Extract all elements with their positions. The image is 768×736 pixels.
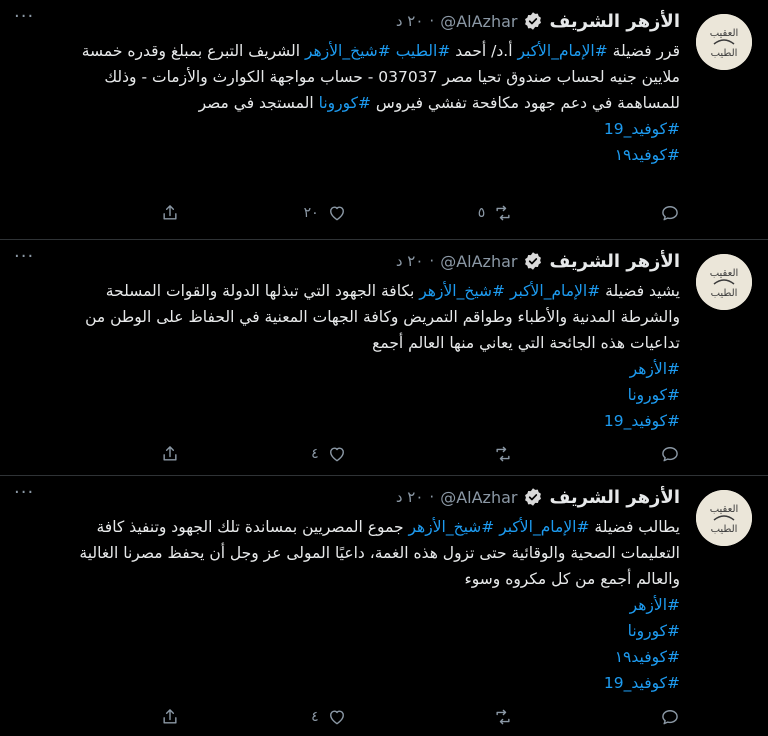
more-options-icon[interactable]: ··· (14, 246, 35, 267)
reply-button[interactable] (620, 444, 680, 464)
author-name[interactable]: الأزهر الشريف (549, 486, 680, 508)
hashtag-link[interactable]: #الإمام_الأكبر (499, 518, 590, 536)
share-button[interactable] (120, 444, 180, 464)
hashtag-link[interactable]: #كورونا (318, 94, 371, 112)
tweet-actions (120, 200, 680, 226)
timestamp[interactable]: ٢٠ د (395, 252, 424, 270)
svg-text:الطيب: الطيب (710, 48, 738, 59)
svg-text:العقيب: العقيب (709, 268, 739, 279)
tweet-header (396, 8, 680, 34)
reply-button[interactable] (620, 203, 680, 223)
share-upload-icon (160, 203, 180, 223)
tweet-text (60, 514, 680, 696)
hashtag-link[interactable]: #الإمام_الأكبر (509, 282, 601, 300)
text-segment: جموع المصريين بمساندة تلك الجهود وتنفيذ كافة التعليمات الصحية والوقائية حتى تزول هذه الغمة، داعيًا المولى عز وجل أن يحفظ مصرنا الغالية والعالم أجمع من كل مكروه وسوء (79, 518, 680, 588)
like-count: ٤ (311, 709, 319, 725)
verified-badge-icon (523, 251, 543, 271)
tweet[interactable] (0, 0, 768, 240)
avatar[interactable] (696, 254, 752, 310)
hashtag-link[interactable]: #الإمام_الأكبر (517, 42, 608, 60)
verified-badge-icon (523, 11, 543, 31)
more-options-icon[interactable]: ··· (14, 6, 35, 27)
heart-icon (327, 444, 347, 464)
separator-dot: · (429, 488, 435, 506)
share-button[interactable] (120, 707, 180, 727)
text-segment: يشيد فضيلة (600, 282, 680, 300)
retweet-button[interactable] (453, 707, 513, 727)
speech-bubble-icon (660, 444, 680, 464)
hashtag-link[interactable]: #شيخ_الأزهر (304, 42, 391, 60)
share-upload-icon (160, 707, 180, 727)
hashtag-link[interactable]: #كورونا (627, 386, 680, 404)
avatar-logo-icon (696, 254, 752, 310)
tweet-text (60, 278, 680, 434)
svg-text:العقيب: العقيب (709, 504, 739, 515)
hashtag-link[interactable]: #شيخ_الأزهر (408, 518, 495, 536)
hashtag-link[interactable]: #الأزهر (629, 596, 680, 614)
author-handle[interactable]: @AlAzhar (440, 11, 518, 31)
verified-badge-icon (523, 487, 543, 507)
text-segment: الشريف التبرع بمبلغ وقدره خمسة ملايين جنيه لحساب صندوق تحيا مصر 037037 - حساب مواجهة الكوارث والأزمات - وذلك للمساهمة في دعم جهود مكافحة تفشي فيروس (81, 42, 680, 112)
text-segment: المستجد في مصر (198, 94, 319, 112)
retweet-arrows-icon (493, 707, 513, 727)
share-button[interactable] (120, 203, 180, 223)
hashtag-link[interactable]: #الأزهر (629, 360, 680, 378)
tweet-actions (120, 441, 680, 467)
hashtag-link[interactable]: #كوفيد_19 (603, 674, 680, 692)
retweet-button[interactable] (453, 203, 513, 223)
timestamp[interactable]: ٢٠ د (395, 488, 424, 506)
hashtag-link[interactable]: #الطيب (395, 42, 451, 60)
retweet-button[interactable] (453, 444, 513, 464)
avatar[interactable] (696, 14, 752, 70)
hashtag-link[interactable]: #كوفيد١٩ (614, 648, 680, 666)
separator-dot: · (429, 252, 435, 270)
author-handle[interactable]: @AlAzhar (440, 487, 518, 507)
speech-bubble-icon (660, 203, 680, 223)
text-segment: بكافة الجهود التي تبذلها الدولة والقوات المسلحة والشرطة المدنية والأطباء وطواقم التمريض وكافة الجهات المعنية في الحفاظ على الوطن من تداعيات هذه الجائحة التي يعاني منها العالم أجمع (85, 282, 680, 352)
svg-text:الطيب: الطيب (710, 288, 738, 299)
tweet-header (396, 248, 680, 274)
hashtag-link[interactable]: #كوفيد_19 (603, 120, 680, 138)
hashtag-link[interactable]: #كوفيد_19 (603, 412, 680, 430)
avatar-logo-icon (696, 14, 752, 70)
tweet-actions (120, 704, 680, 730)
svg-text:الطيب: الطيب (710, 524, 738, 535)
like-button[interactable] (287, 203, 347, 223)
avatar[interactable] (696, 490, 752, 546)
heart-icon (327, 203, 347, 223)
like-button[interactable] (287, 444, 347, 464)
tweet-text (60, 38, 680, 168)
more-options-icon[interactable]: ··· (14, 482, 35, 503)
tweet[interactable] (0, 240, 768, 476)
like-count: ٤ (311, 446, 319, 462)
author-handle[interactable]: @AlAzhar (440, 251, 518, 271)
retweet-arrows-icon (493, 444, 513, 464)
hashtag-link[interactable]: #شيخ_الأزهر (419, 282, 506, 300)
text-segment: قرر فضيلة (607, 42, 680, 60)
retweet-arrows-icon (493, 203, 513, 223)
tweet-header (396, 484, 680, 510)
tweet[interactable] (0, 476, 768, 736)
text-segment: يطالب فضيلة (589, 518, 680, 536)
text-segment: أ.د/ أحمد (450, 42, 518, 60)
like-count: ٢٠ (303, 205, 319, 221)
hashtag-link[interactable]: #كوفيد١٩ (614, 146, 680, 164)
speech-bubble-icon (660, 707, 680, 727)
author-name[interactable]: الأزهر الشريف (549, 250, 680, 272)
hashtag-link[interactable]: #كورونا (627, 622, 680, 640)
avatar-logo-icon (696, 490, 752, 546)
timestamp[interactable]: ٢٠ د (395, 12, 424, 30)
svg-text:العقيب: العقيب (709, 28, 739, 39)
retweet-count: ٥ (477, 205, 486, 221)
author-name[interactable]: الأزهر الشريف (549, 10, 680, 32)
like-button[interactable] (287, 707, 347, 727)
reply-button[interactable] (620, 707, 680, 727)
share-upload-icon (160, 444, 180, 464)
heart-icon (327, 707, 347, 727)
separator-dot: · (429, 12, 435, 30)
